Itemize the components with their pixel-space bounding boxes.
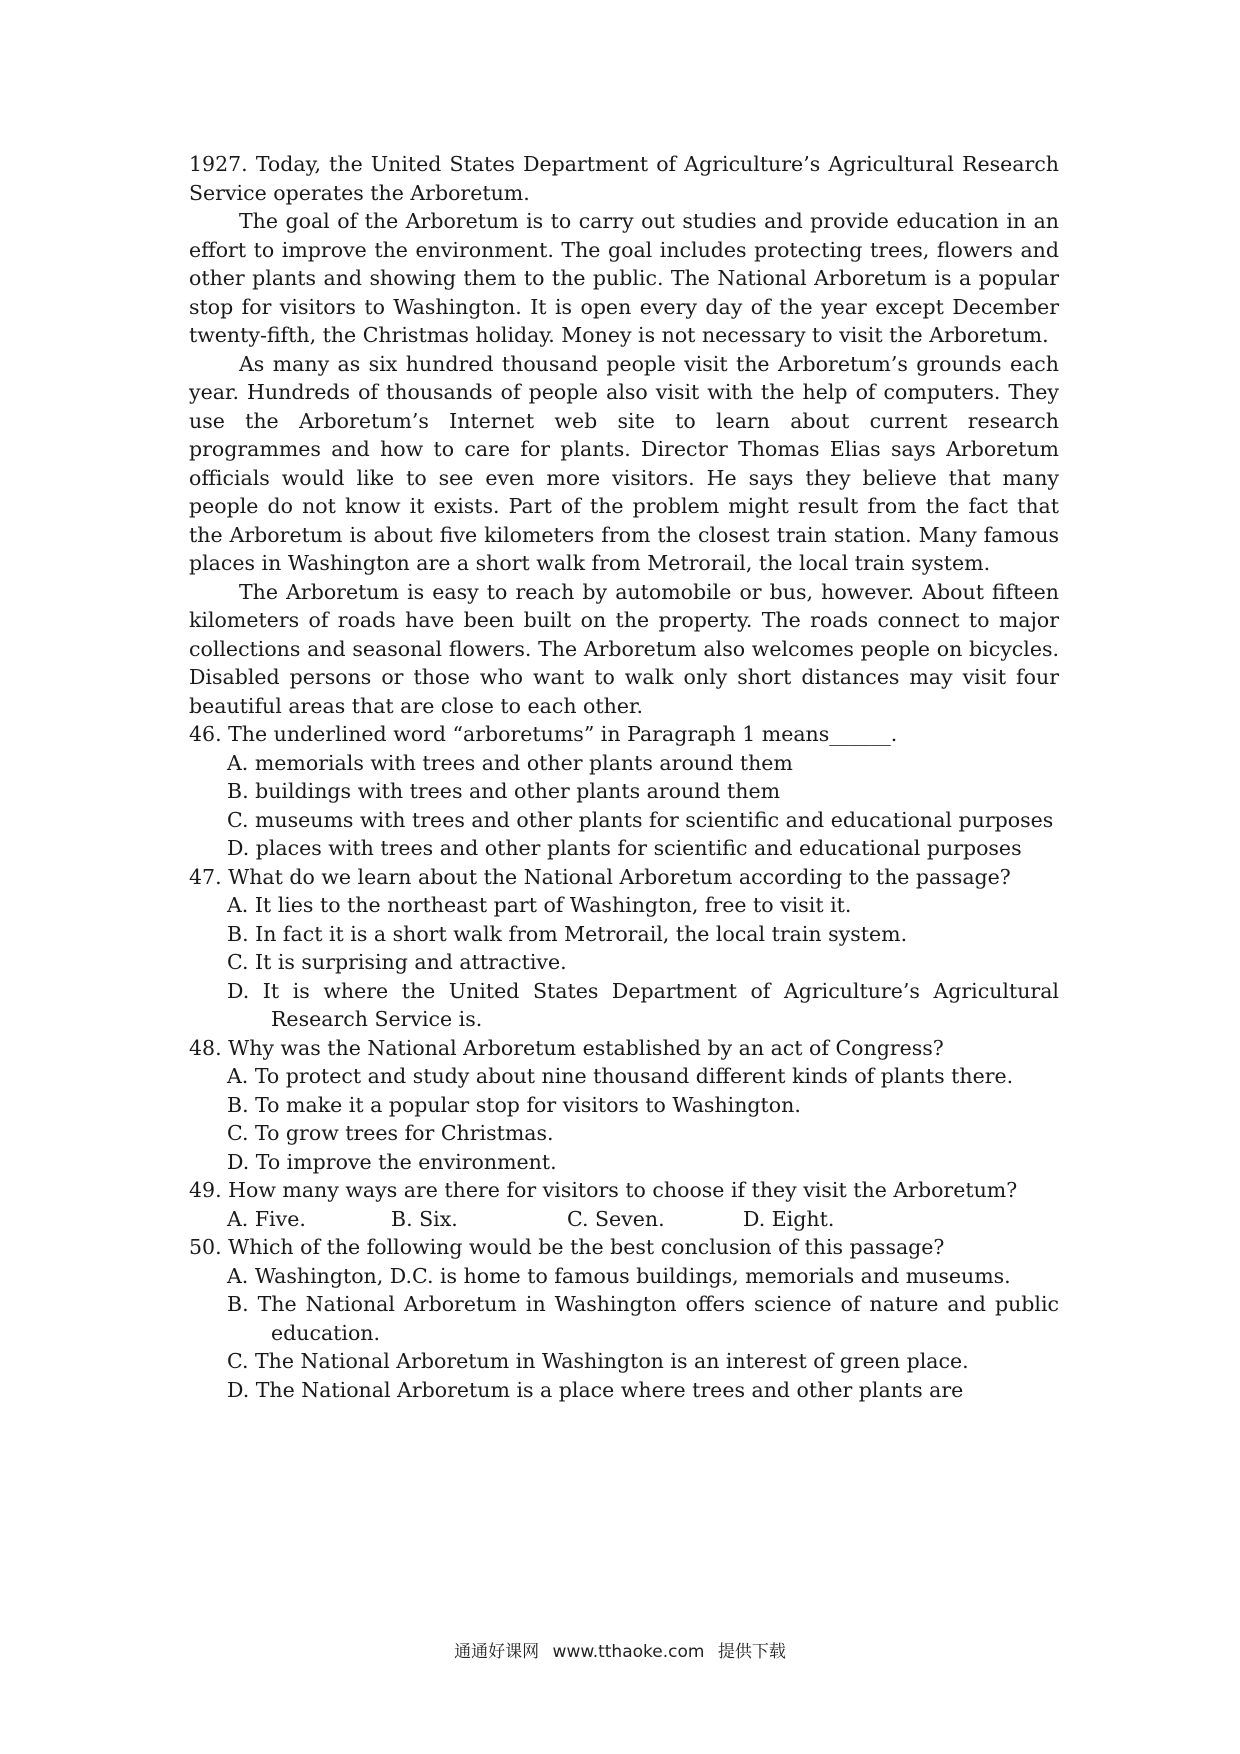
- question-option: C. To grow trees for Christmas.: [227, 1121, 554, 1145]
- question-stem: 49. How many ways are there for visitors to choose if they visit the Arboretum?: [189, 1178, 1018, 1202]
- question-option: C. It is surprising and attractive.: [227, 950, 567, 974]
- question-stem: 48. Why was the National Arboretum established by an act of Congress?: [189, 1035, 944, 1060]
- question-option: C. museums with trees and other plants for scientific and educational purposes: [227, 807, 1054, 832]
- question-stem: 47. What do we learn about the National Arboretum according to the passage?: [189, 864, 1011, 889]
- question-option: B. In fact it is a short walk from Metrorail, the local train system.: [227, 921, 908, 946]
- question-option: A. It lies to the northeast part of Washington, free to visit it.: [227, 893, 852, 917]
- footer-note: 提供下载: [717, 1642, 786, 1662]
- question-49: [189, 1176, 1059, 1233]
- question-option: B. To make it a popular stop for visitors to Washington.: [227, 1092, 801, 1117]
- question-option: A. Five.: [227, 1206, 306, 1231]
- question-option: D. The National Arboretum is a place where trees and other plants are: [227, 1377, 964, 1402]
- question-stem: 46. The underlined word “arboretums” in Paragraph 1 means______.: [189, 722, 898, 746]
- question-47: [189, 863, 1059, 1034]
- question-50: [189, 1233, 1059, 1404]
- footer-site-name: 通通好课网: [454, 1642, 540, 1662]
- question-option: A. To protect and study about nine thousand different kinds of plants there.: [227, 1064, 1014, 1088]
- page-footer: [0, 1637, 1240, 1662]
- question-option: A. Washington, D.C. is home to famous buildings, memorials and museums.: [227, 1263, 1011, 1288]
- footer-url[interactable]: www.tthaoke.com: [552, 1642, 705, 1662]
- question-46: [189, 720, 1059, 863]
- question-option: D. places with trees and other plants for scientific and educational purposes: [227, 836, 1022, 860]
- question-option: B. buildings with trees and other plants around them: [227, 779, 781, 803]
- question-options-row: [189, 1205, 1059, 1234]
- question-option: D. It is where the United States Department of Agriculture’s Agricultural Research Service is.: [227, 978, 1059, 1031]
- question-option: D. To improve the environment.: [227, 1149, 557, 1174]
- passage-paragraph-3: As many as six hundred thousand people visit the Arboretum’s grounds each year. Hundreds of thousands of people also visit with the help of computers. They use the Arboretum’s Internet web site to learn about current research programmes and how to care for plants. Director Thomas Elias says Arboretum officials would like to see even more visitors. He says they believe that many people do not know it exists. Part of the problem might result from the fact that the Arboretum is about five kilometers from the closest train station. Many famous places in Washington are a short walk from Metrorail, the local train system.: [189, 351, 1059, 575]
- passage-paragraph-2: The goal of the Arboretum is to carry out studies and provide education in an effort to improve the environment. The goal includes protecting trees, flowers and other plants and showing them to the public. The National Arboretum is a popular stop for visitors to Washington. It is open every day of the year except December twenty-fifth, the Christmas holiday. Money is not necessary to visit the Arboretum.: [189, 209, 1059, 347]
- question-stem: 50. Which of the following would be the best conclusion of this passage?: [189, 1235, 945, 1259]
- passage-paragraph-4: The Arboretum is easy to reach by automobile or bus, however. About fifteen kilometers of roads have been built on the property. The roads connect to major collections and seasonal flowers. The Arboretum also welcomes people on bicycles. Disabled persons or those who want to walk only short distances may visit four beautiful areas that are close to each other.: [189, 579, 1059, 718]
- question-option: B. The National Arboretum in Washington offers science of nature and public education.: [227, 1292, 1059, 1345]
- question-option: C. The National Arboretum in Washington is an interest of green place.: [227, 1349, 969, 1373]
- question-48: [189, 1034, 1059, 1177]
- question-option: D. Eight.: [743, 1206, 835, 1231]
- passage-paragraph-1: 1927. Today, the United States Department of Agriculture’s Agricultural Research Service operates the Arboretum.: [189, 152, 1059, 205]
- question-option: C. Seven.: [567, 1206, 665, 1231]
- document-body: [189, 150, 1059, 1404]
- question-option: B. Six.: [391, 1206, 458, 1231]
- question-option: A. memorials with trees and other plants around them: [227, 750, 793, 775]
